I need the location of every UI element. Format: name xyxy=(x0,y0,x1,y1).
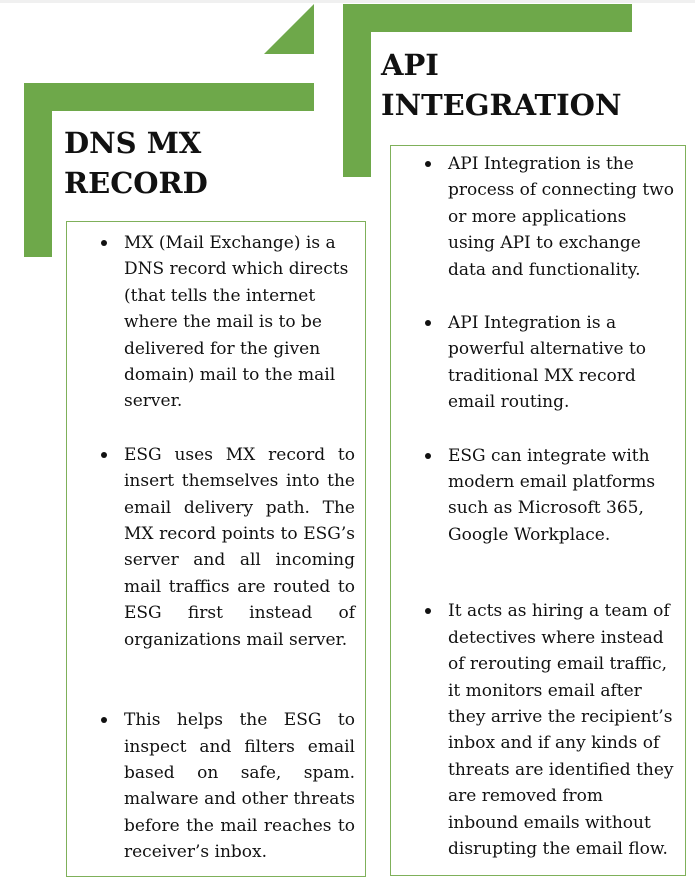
top-divider xyxy=(0,0,695,3)
left-bracket-side xyxy=(24,83,52,257)
api-integration-content-box xyxy=(390,145,686,876)
bullet-item: This helps the ESG to inspect and filters email based on safe, spam. malware and other threats before the mail reaches to receiver’s inbox. xyxy=(67,707,365,865)
bullet-item: MX (Mail Exchange) is a DNS record which directs (that tells the internet where the mail is to be delivered for the given domain) mail to the mail server. xyxy=(67,230,365,415)
bullet-item: API Integration is the process of connecting two or more applications using API to exchange data and functionality. xyxy=(391,151,685,283)
api-integration-heading xyxy=(381,45,621,125)
heading-line: DNS MX xyxy=(64,126,202,160)
heading-line: INTEGRATION xyxy=(381,88,622,122)
right-bracket-side xyxy=(343,4,371,177)
dns-mx-content-box xyxy=(66,221,366,877)
bullet-item: API Integration is a powerful alternative to traditional MX record email routing. xyxy=(391,310,685,416)
heading-line: API xyxy=(381,48,439,82)
api-bullet-list xyxy=(391,151,685,862)
bullet-item: It acts as hiring a team of detectives where instead of rerouting email traffic, it monitors email after they arrive the recipient’s inbox and if any kinds of threats are identified they are removed from inbound emails without disrupting the email flow. xyxy=(391,598,685,862)
left-bracket-top xyxy=(24,83,314,111)
triangle-decoration xyxy=(264,4,314,54)
dns-mx-bullet-list xyxy=(67,230,365,866)
bullet-item: ESG uses MX record to insert themselves into the email delivery path. The MX record points to ESG’s server and all incoming mail traffics are routed to ESG first instead of organizations mail server. xyxy=(67,442,365,653)
heading-line: RECORD xyxy=(64,166,208,200)
dns-mx-heading xyxy=(64,123,208,203)
bullet-item: ESG can integrate with modern email platforms such as Microsoft 365, Google Workplace. xyxy=(391,443,685,549)
right-bracket-top xyxy=(343,4,632,32)
